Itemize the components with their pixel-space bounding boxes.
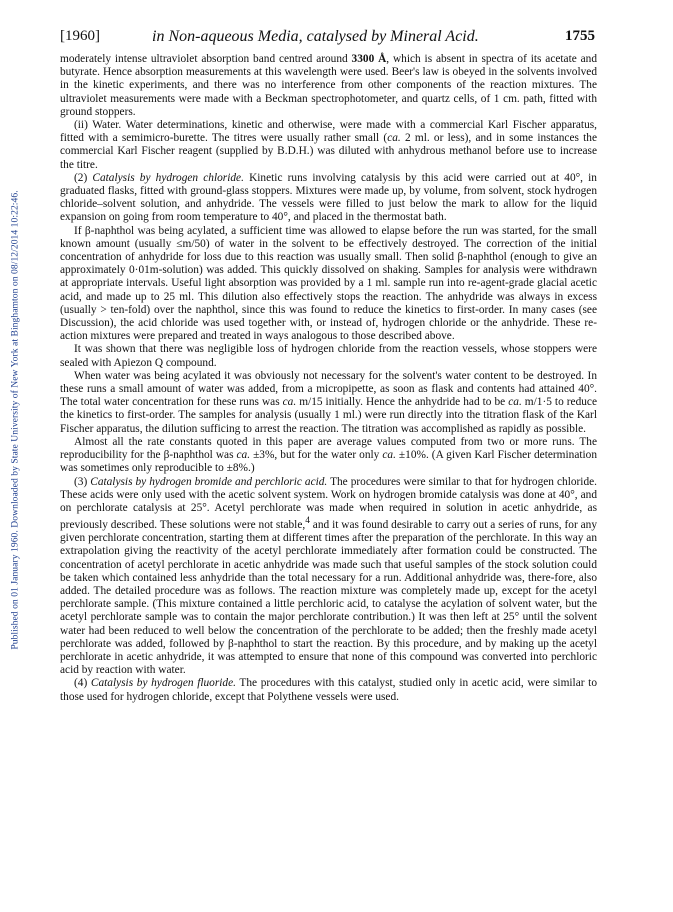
text-segment: ca. bbox=[387, 132, 401, 145]
text-segment: (3) bbox=[74, 475, 91, 488]
text-segment: Kinetic runs involving catalysis by this acid were carried out at 40°, in graduated flasks, fitted with ground-glass stoppers. Mixtures were made up, by volume, from solvent, stock hydrogen chloride–solvent solution, and anhydride. The vessels were filled to just below the mark to allow for the liquid expansion on going from room temperature to 40°, and placed in the thermostat bath. bbox=[60, 171, 597, 224]
text-segment: 2 ml. or less), and in some instances the commercial Karl Fischer reagent (supplied by B.D.H.) was diluted with anhydrous methanol before use to increase the titre. bbox=[60, 132, 598, 171]
paragraph bbox=[60, 119, 597, 172]
header-year: [1960] bbox=[60, 28, 100, 44]
text-segment: It was shown that there was negligible loss of hydrogen chloride from the reaction vessels, whose stoppers were sealed with Apiezon Q compound. bbox=[60, 343, 597, 369]
text-segment: 4 bbox=[305, 516, 310, 527]
running-header bbox=[60, 28, 595, 50]
text-segment: (2) bbox=[74, 171, 93, 184]
paragraph bbox=[60, 476, 597, 678]
text-segment: Catalysis by hydrogen fluoride. bbox=[90, 677, 236, 690]
download-watermark-text: Published on 01 January 1960. Downloaded by State University of New York at Binghamton on 08/12/2014 10:22:46. bbox=[9, 190, 21, 650]
paragraph bbox=[60, 172, 597, 225]
text-segment: Catalysis by hydrogen bromide and perchloric acid. bbox=[90, 475, 328, 488]
download-watermark bbox=[8, 40, 22, 800]
header-title: in Non-aqueous Media, catalysed by Mineral Acid. bbox=[152, 28, 479, 45]
paragraph bbox=[60, 436, 597, 476]
text-segment: moderately intense ultraviolet absorption band centred around bbox=[60, 53, 352, 65]
text-segment: m/1·5 to reduce the kinetics to first-order. The samples for analysis (usually 1 ml.) were run directly into the titration flask of the Karl Fischer apparatus, the dilution sufficing to arrest the reaction. The titration was accomplished as rapidly as possible. bbox=[60, 396, 598, 435]
text-segment: If β-naphthol was being acylated, a sufficient time was allowed to elapse before the run was started, for the small known amount (usually ≤m/50) of water in the solvent to be effectively destroyed. The correction of the initial concentration of anhydride for loss due to this reaction was usually small. Then solid β-naphthol (enough to give an approximately 0·01m-solution) was added. This quickly dissolved on shaking. Samples for analysis were withdrawn at appropriate intervals. Useful light absorption was provided by a 1 ml. sample run into re-agent-grade glacial acetic acid, and made up to 25 ml. This dilution also effectively stops the reaction. The anhydride was always in excess (usually > ten-fold) over the naphthol, since this was found to reduce the kinetics to first-order. In many cases (see Discussion), the acid chloride was used together with, or instead of, hydrogen chloride or the anhydride. These re-action mixtures were prepared and treated in ways analogous to those described above. bbox=[60, 224, 597, 343]
text-segment: ca. bbox=[382, 449, 396, 462]
text-segment: ±3%, but for the water only bbox=[250, 449, 383, 462]
paragraph bbox=[60, 225, 597, 344]
text-segment: The procedures were similar to that for hydrogen chloride. These acids were only used with the acetic solvent system. Work on hydrogen bromide catalysis was done at 40°, and on perchlorate catalysis at 25°. Acetyl perchlorate was made when required in solution in acetic anhydride, as previously described. These solutions were not stable, bbox=[60, 475, 597, 531]
text-segment: ca. bbox=[236, 449, 251, 462]
text-segment: When water was being acylated it was obviously not necessary for the solvent's water content to be destroyed. In these runs a small amount of water was added, from a micropipette, as soon as flask and contents had attained 40°. The total water concentration for these runs was bbox=[60, 369, 597, 409]
text-segment: Almost all the rate constants quoted in this paper are average values computed from two or more runs. The reproducibility for the β-naphthol was bbox=[60, 435, 597, 462]
text-segment: , which is absent in spectra of its acetate and butyrate. Hence absorption measurements at this wavelength were used. Beer's law is obeyed in the solvents involved in the kinetic experiments, and there was no interference from other components of the reaction mixtures. The ultraviolet measurements were made with a Beckman spectrophotometer, and quartz cells, of 1 cm. path, fitted with ground stoppers. bbox=[60, 53, 597, 118]
paragraph bbox=[60, 343, 597, 369]
text-segment: ca. bbox=[508, 396, 522, 409]
text-segment: (ii) Water. Water determinations, kinetic and otherwise, were made with a commercial Karl Fischer apparatus, fitted with a semimicro-burette. The titres were usually rather small ( bbox=[60, 119, 597, 145]
text-segment: ±10%. (A given Karl Fischer determination was sometimes only reproducible to ±8%.) bbox=[60, 449, 597, 475]
article-body bbox=[60, 53, 597, 704]
text-segment: ca. bbox=[282, 396, 297, 409]
paragraph bbox=[60, 53, 597, 119]
paragraph bbox=[60, 370, 597, 436]
text-segment: Catalysis by hydrogen chloride. bbox=[92, 171, 244, 184]
paragraph bbox=[60, 677, 597, 703]
page-number: 1755 bbox=[565, 28, 595, 44]
text-segment: m/15 initially. Hence the anhydride had to be bbox=[296, 396, 509, 409]
text-segment: The procedures with this catalyst, studied only in acetic acid, were similar to those used for hydrogen chloride, except that Polythene vessels were used. bbox=[60, 677, 597, 703]
text-segment: and it was found desirable to carry out a series of runs, for any given perchlorate concentration, starting them at different times after the preparation of the perchlorate. In this way an extrapolation giving the reactivity of the acetyl perchlorate immediately after formation could be constructed. The concentration of acetyl perchlorate in acetic anhydride was made such that useful samples of the stock solution could be taken which contained less anhydride than the total necessary for a run. Additional anhydride was, there-fore, also added. The detailed procedure was as follows. The reaction mixture was completely made up, except for the acetyl perchlorate sample. (This mixture contained a little perchloric acid, to catalyse the acylation of solvent water, but the acetyl perchlorate sample was to contain the major perchlorate contribution.) It was then left at 25° until the solvent water had been reduced to well below the concentration of the perchlorate to be added; then the freshly made acetyl perchlorate was added, followed by β-naphthol to start the reaction. By this procedure, and by making up the acetyl perchlorate in acetic anhydride, it was attempted to ensure that none of this compound was converted into perchloric acid by reaction with water. bbox=[60, 518, 597, 677]
text-segment: 3300 Å bbox=[351, 53, 387, 65]
text-segment: (4) bbox=[74, 677, 91, 690]
